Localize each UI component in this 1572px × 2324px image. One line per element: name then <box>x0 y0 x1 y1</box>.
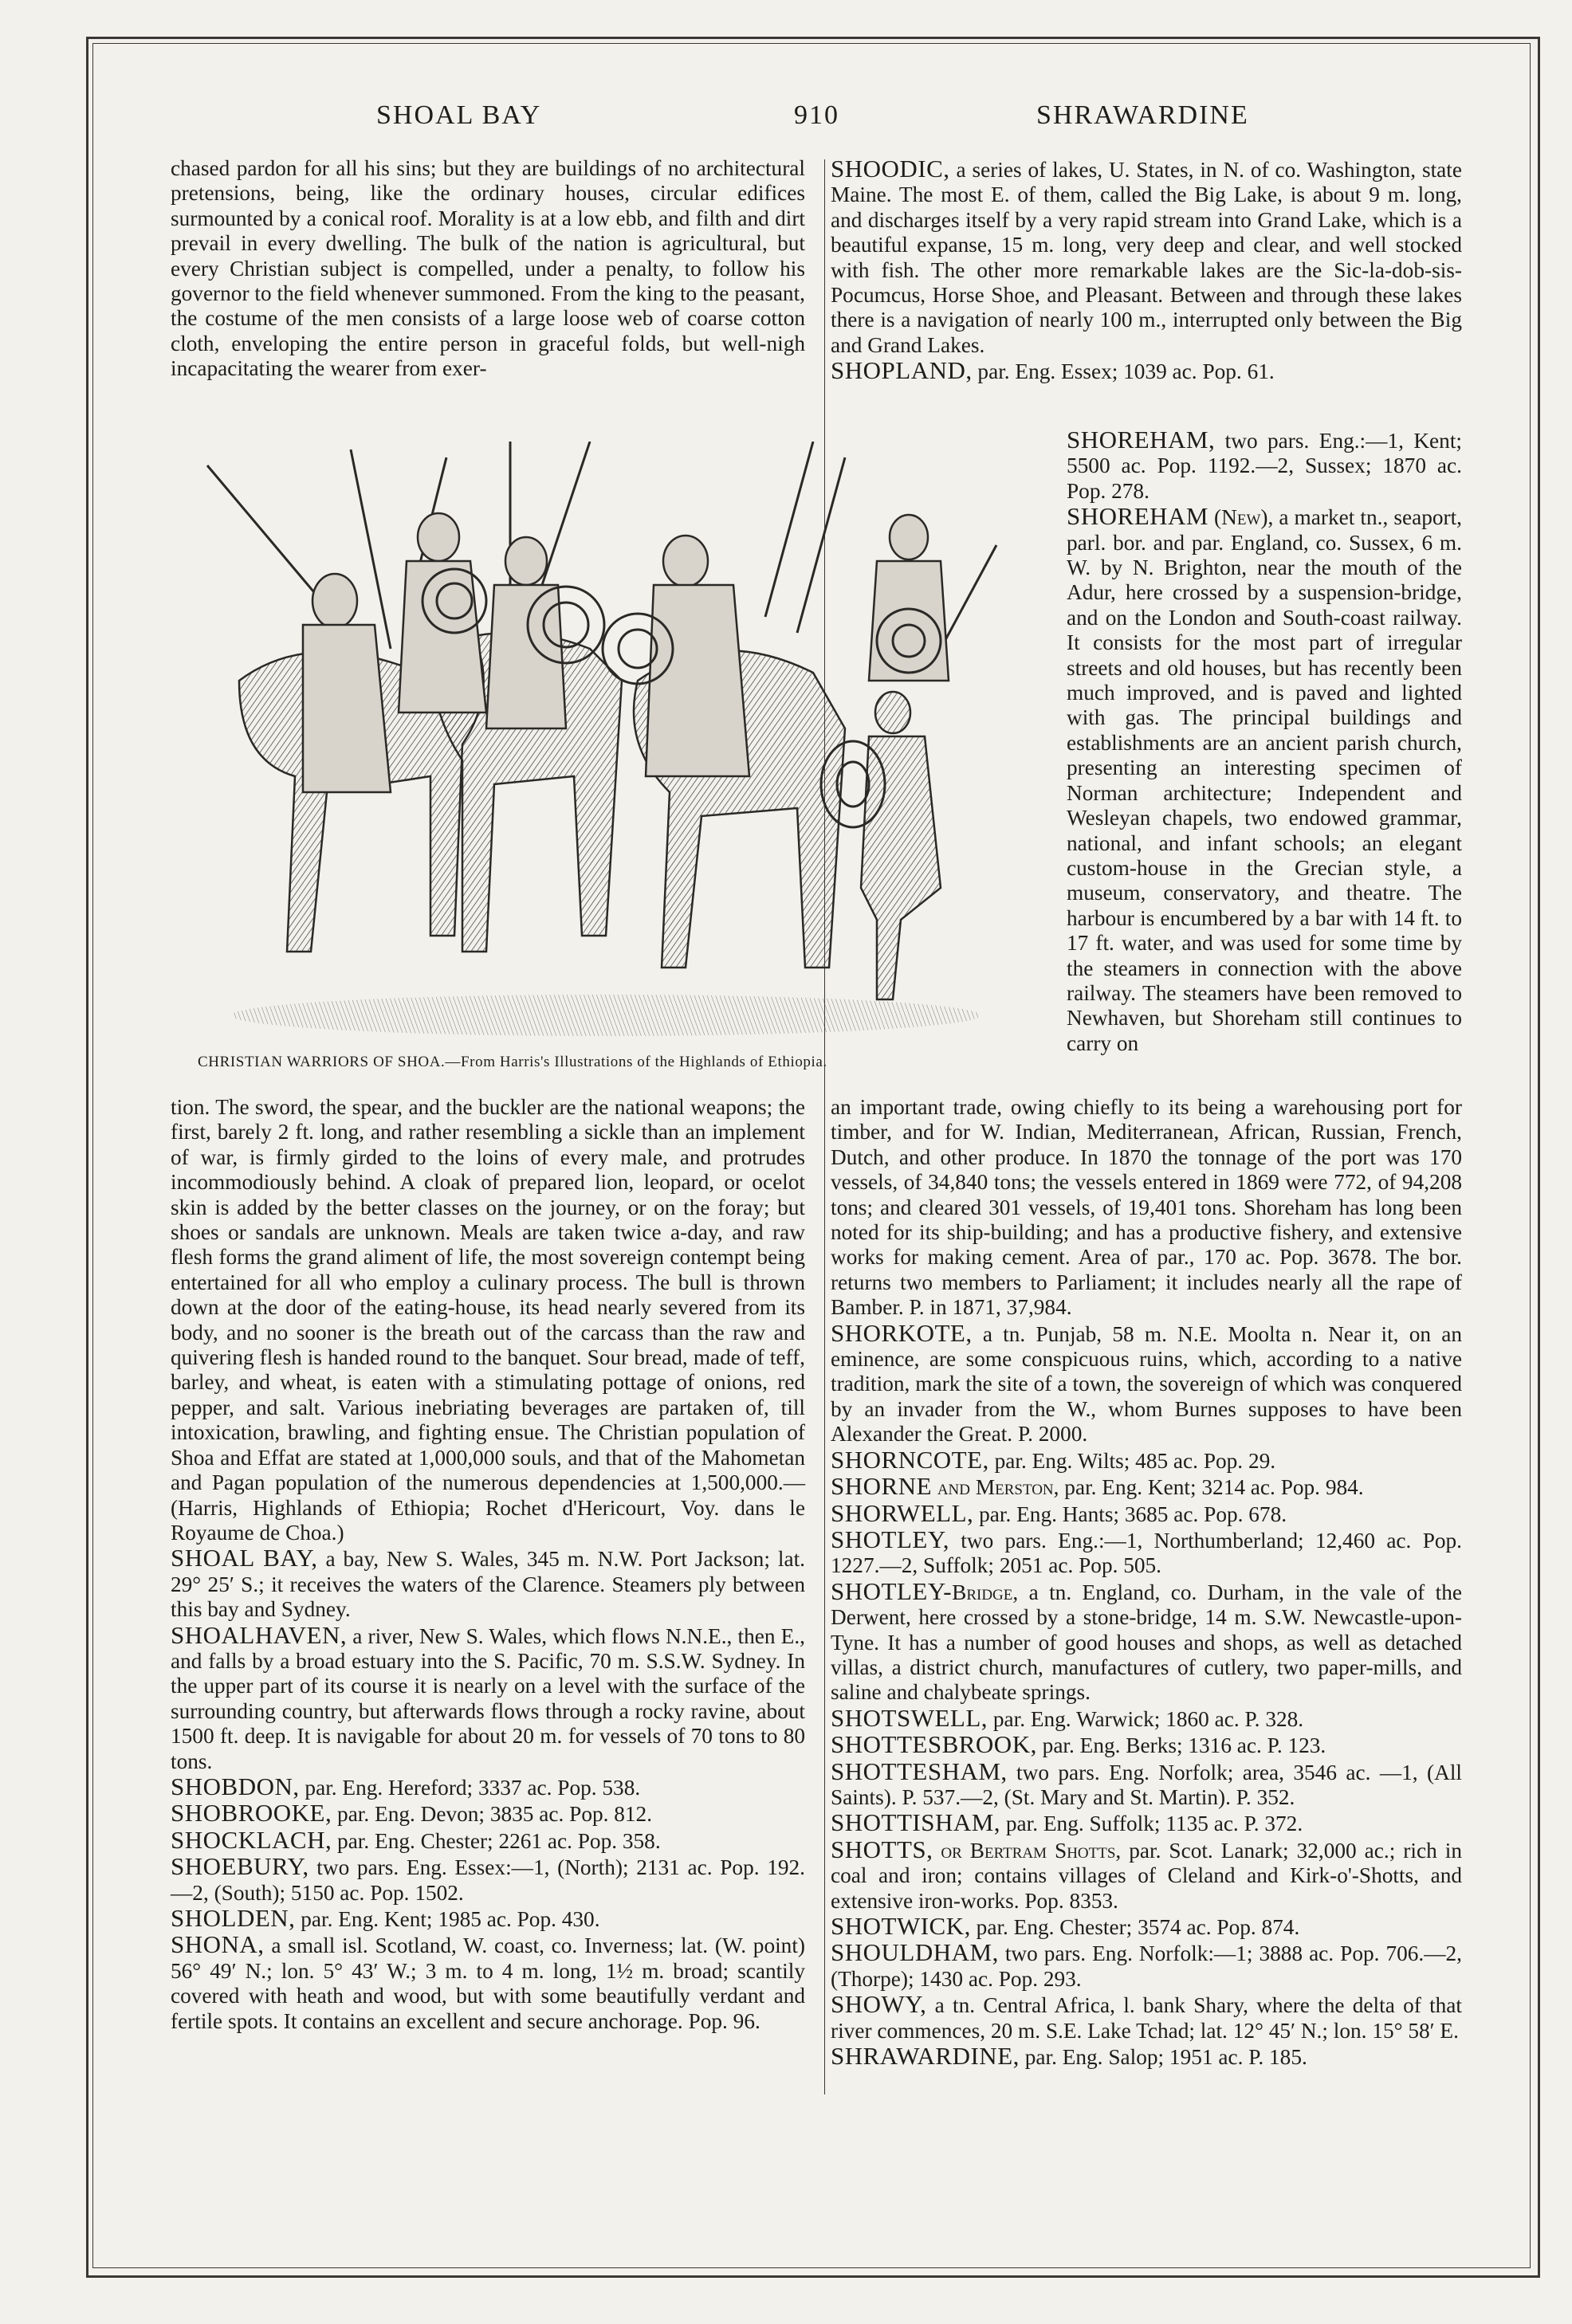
entry-shotwick <box>831 1914 1462 1940</box>
entry-shotswell <box>831 1703 1462 1732</box>
entry-shottesbrook <box>831 1732 1462 1758</box>
entry-shotley-bridge <box>831 1576 1462 1706</box>
entry-text: par. Eng. Devon; 3835 ac. Pop. 812. <box>332 1802 653 1827</box>
headword: SHORWELL, <box>831 1498 974 1527</box>
entry-shopland <box>831 358 1462 384</box>
headword: SHOALHAVEN, <box>171 1620 348 1649</box>
entry-text: two pars. Eng.:—1, Northumberland; 12,460 ac. Pop. 1227.—2, Suffolk; 2051 ac. Pop. 505. <box>831 1528 1462 1578</box>
entry-text: a river, New S. Wales, which flows N.N.E., then E., and falls by a broad estuary into the S. Pacific, 70 m. S.S.W. Sydney. In the upper part of its course it is nearly on a level with the surface of the surrounding country, but afterwards flows through a rocky ravine, about 1500 ft. deep. It is navigable for about 20 m. for vessels of 70 tons to 80 tons. <box>171 1623 805 1773</box>
entry-text: a tn. England, co. Durham, in the vale of the Derwent, here crossed by a stone-bridge, 14 m. S.W. Newcastle-upon-Tyne. It has a number of good houses and shops, as well as detached villas, a district church, manufactures of cutlery, two paper-mills, and saline and chalybeate springs. <box>831 1580 1462 1705</box>
entry-shobrooke <box>171 1800 805 1827</box>
entry-shouldham <box>831 1940 1462 1992</box>
entry-shorwell <box>831 1498 1462 1527</box>
right-column-middle <box>1067 427 1462 1056</box>
entry-shottisham <box>831 1810 1462 1836</box>
entry-text: par. Eng. Wilts; 485 ac. Pop. 29. <box>988 1448 1276 1473</box>
entry-text: par. Eng. Berks; 1316 ac. P. 123. <box>1036 1733 1326 1758</box>
entry-text: a market tn., seaport, parl. bor. and par. England, co. Sussex, 6 m. W. by N. Brighton, near the mouth of the Adur, here crossed by a suspension-bridge, and on the London and South-coast railway. It consists for the most part of irregular streets and old houses, but has recently been much improved, and is paved and lighted with gas. The principal buildings and establishments are an ancient parish church, presenting an interesting specimen of Norman architecture; Independent and Wesleyan chapels, two endowed grammar, national, and infant schools; an elegant custom-house in the Grecian style, a museum, conservatory, and theatre. The harbour is encumbered by a bar with 14 ft. to 17 ft. water, and was used for some time by the steamers in connection with the above railway. The steamers have been removed to Newhaven, but Shoreham still continues to carry on <box>1067 505 1462 1055</box>
entry-shorncote <box>831 1447 1462 1474</box>
header-right-word: SHRAWARDINE <box>1036 100 1249 130</box>
entry-text: par. Eng. Suffolk; 1135 ac. P. 372. <box>1000 1812 1303 1836</box>
right-column-bottom <box>831 1095 1462 2070</box>
right-column-top <box>831 156 1462 385</box>
headword: SHOTSWELL, <box>831 1703 988 1732</box>
entry-shorkote <box>831 1318 1462 1447</box>
headword-qualifier: or Bertram Shotts, <box>933 1838 1122 1863</box>
entry-text: a tn. Central Africa, l. bank Shary, where the delta of that river commences, 20 m. S.E. Lake Tchad; lat. 12° 45′ N.; lon. 15° 58′ E. <box>831 1993 1462 2043</box>
entry-text: two pars. Eng.:—1, Kent; 5500 ac. Pop. 1192.—2, Sussex; 1870 ac. Pop. 278. <box>1067 429 1462 503</box>
entry-showy <box>831 1992 1462 2043</box>
headword: SHOTWICK, <box>831 1912 971 1940</box>
entry-text: two pars. Eng. Norfolk:—1; 3888 ac. Pop. 706.—2, (Thorpe); 1430 ac. Pop. 293. <box>831 1941 1462 1991</box>
entry-text: par. Eng. Chester; 3574 ac. Pop. 874. <box>970 1915 1300 1939</box>
headword: SHOTTS, <box>831 1835 933 1863</box>
headword: SHOREHAM <box>1067 502 1208 531</box>
entry-text: par. Eng. Warwick; 1860 ac. P. 328. <box>988 1706 1304 1731</box>
headword: SHOPLAND, <box>831 356 973 385</box>
headword-qualifier: (New), <box>1208 505 1274 530</box>
illustration-warriors <box>191 442 1039 1049</box>
headword: SHOCKLACH, <box>171 1825 332 1854</box>
headword: SHORKOTE, <box>831 1318 973 1347</box>
entry-text: a series of lakes, U. States, in N. of co. Washington, state Maine. The most E. of them, called the Big Lake, is about 9 m. long, and discharges itself by a very rapid stream into Grand Lake, which is a beautiful expanse, 15 m. long, very deep and clear, and well stocked with fish. The other more remarkable lakes are the Sic-la-dob-sis-Pocumcus, Horse Shoe, and Pleasant. Between and through these lakes there is a navigation of nearly 100 m., interrupted only between the Big and Grand Lakes. <box>831 158 1462 357</box>
headword: SHOTTESHAM, <box>831 1757 1008 1785</box>
entry-shoreham-kent <box>1067 427 1462 504</box>
page-number: 910 <box>794 100 839 130</box>
entry-text: a bay, New S. Wales, 345 m. N.W. Port Jackson; lat. 29° 25′ S.; it receives the waters of the Clarence. Steamers ply between this bay and Sydney. <box>171 1547 805 1622</box>
entry-text: par. Eng. Essex; 1039 ac. Pop. 61. <box>972 359 1275 384</box>
left-column-top <box>171 156 805 382</box>
paragraph: tion. The sword, the spear, and the buckler are the national weapons; the first, barely 2 ft. long, and rather resembling a sickle than an implement of war, is firmly girded to the loins of every male, and protrudes incommodiously behind. A cloak of prepared lion, leopard, or ocelot skin is added by the better classes on the journey, or on the foray; but shoes or sandals are unknown. Meals are taken twice a-day, and raw flesh forms the grand aliment of life, the most sovereign contempt being entertained for all who employ a culinary process. The bull is thrown down at the door of the eating-house, its head nearly severed from its body, and no sooner is the breath out of the carcass than the raw and quivering flesh is handed round to the banquet. Sour bread, made of teff, barley, and wheat, is eaten with a stimulating pottage of onions, red pepper, and salt. Various inebriating beverages are partaken of, till intoxication, brawling, and fighting ensue. The Christian population of Shoa and Effat are stated at 1,000,000 souls, and that of the Mahometan and Pagan population of the numerous dependencies at 1,500,000.—(Harris, Highlands of Ethiopia; Rochet d'Hericourt, Voy. dans le Royaume de Choa.) <box>171 1095 805 1545</box>
running-header <box>96 100 1527 140</box>
entry-text: par. Eng. Hants; 3685 ac. Pop. 678. <box>973 1502 1287 1526</box>
headword: SHOODIC, <box>831 155 950 183</box>
entry-shotley <box>831 1527 1462 1579</box>
paragraph: chased pardon for all his sins; but they are buildings of no architectural pretensions, being, like the ordinary houses, circular edifices surmounted by a conical roof. Morality is at a low ebb, and filth and dirt prevail in every dwelling. The bulk of the nation is agricultural, but every Christian subject is compelled, under a penalty, to follow his governor to the field whenever summoned. From the king to the peasant, the costume of the men consists of a large loose web of coarse cotton cloth, enveloping the entire person in graceful folds, but well-nigh incapacitating the wearer from exer- <box>171 156 805 381</box>
entry-text: par. Eng. Chester; 2261 ac. Pop. 358. <box>332 1828 661 1853</box>
headword: SHORNE <box>831 1472 933 1501</box>
headword: SHOTTISHAM, <box>831 1808 1001 1837</box>
entry-shobdon <box>171 1774 805 1800</box>
header-left-word: SHOAL BAY <box>376 100 542 130</box>
headword: SHOULDHAM, <box>831 1938 999 1967</box>
headword: SHOWY, <box>831 1990 927 2019</box>
headword: SHORNCOTE, <box>831 1445 989 1474</box>
headword: SHONA, <box>171 1930 265 1959</box>
entry-shorne <box>831 1474 1462 1500</box>
figure-caption: CHRISTIAN WARRIORS OF SHOA.—From Harris's Illustrations of the Highlands of Ethiopia. <box>198 1054 827 1070</box>
headword: SHOBROOKE, <box>171 1799 332 1827</box>
entry-text: par. Eng. Salop; 1951 ac. P. 185. <box>1019 2045 1307 2070</box>
headword: SHOTLEY, <box>831 1525 949 1553</box>
entry-text: par. Scot. Lanark; 32,000 ac.; rich in coal and iron; contains villages of Cleland and Kirk-o'-Shotts, and extensive iron-works. Pop. 8353. <box>831 1838 1462 1913</box>
entry-text: two pars. Eng. Essex:—1, (North); 2131 ac. Pop. 192.—2, (South); 5150 ac. Pop. 1502. <box>171 1855 805 1905</box>
entry-shoalhaven <box>171 1620 805 1774</box>
entry-text: par. Eng. Kent; 1985 ac. Pop. 430. <box>295 1907 600 1931</box>
entry-shoreham-new <box>1067 504 1462 1056</box>
entry-shoebury <box>171 1854 805 1906</box>
entry-shrawardine <box>831 2043 1462 2070</box>
entry-sholden <box>171 1906 805 1932</box>
headword: SHOTTESBROOK, <box>831 1730 1037 1759</box>
headword: SHOEBURY, <box>171 1852 309 1881</box>
entry-text: two pars. Eng. Norfolk; area, 3546 ac. —1, (All Saints). P. 537.—2, (St. Mary and St. Martin). P. 352. <box>831 1760 1462 1809</box>
entry-shoal-bay <box>171 1545 805 1622</box>
paragraph: an important trade, owing chiefly to its being a warehousing port for timber, and for W. Indian, Mediterranean, African, Russian, French, Dutch, and other produce. In 1870 the tonnage of the port was 170 vessels, of 34,840 tons; the vessels entered in 1869 were 772, of 94,208 tons; and cleared 301 vessels, of 19,401 tons. Shoreham has long been noted for its ship-building; and has a productive fishery, and extensive works for making cement. Area of par., 170 ac. Pop. 3678. The bor. returns two members to Parliament; it includes nearly all the rape of Bamber. P. in 1871, 37,984. <box>831 1095 1462 1320</box>
entry-shottesham <box>831 1759 1462 1811</box>
entry-text: par. Eng. Hereford; 3337 ac. Pop. 538. <box>299 1775 641 1800</box>
headword: SHOAL BAY, <box>171 1544 318 1572</box>
headword: SHOTLEY- <box>831 1576 953 1605</box>
headword-qualifier: Bridge, <box>952 1580 1019 1604</box>
entry-shocklach <box>171 1827 805 1854</box>
left-column-bottom <box>171 1095 805 2034</box>
headword: SHOLDEN, <box>171 1904 296 1932</box>
entry-shoodic <box>831 156 1462 358</box>
headword: SHOREHAM, <box>1067 426 1216 453</box>
entry-text: a small isl. Scotland, W. coast, co. Inverness; lat. (W. point) 56° 49′ N.; lon. 5° 43′ W.; 3 m. to 4 m. long, 1½ m. broad; scantily covered with heath and wood, but with some beautifully verdant and fertile spots. It contains an excellent and secure anchorage. Pop. 96. <box>171 1933 805 2033</box>
entry-shona <box>171 1932 805 2034</box>
entry-shotts <box>831 1837 1462 1914</box>
entry-text: par. Eng. Kent; 3214 ac. Pop. 984. <box>1059 1475 1364 1500</box>
headword-qualifier: and Merston, <box>932 1475 1059 1500</box>
entry-text: a tn. Punjab, 58 m. N.E. Moolta n. Near it, on an eminence, are some conspicuous ruins, which, according to a native tradition, mark the site of a town, the sovereign of which was conquered by an invader from the W., whom Burnes supposes to have been Alexander the Great. P. 2000. <box>831 1321 1462 1447</box>
engraving-illustration <box>191 442 1039 1049</box>
headword: SHRAWARDINE, <box>831 2042 1020 2071</box>
headword: SHOBDON, <box>171 1772 300 1800</box>
